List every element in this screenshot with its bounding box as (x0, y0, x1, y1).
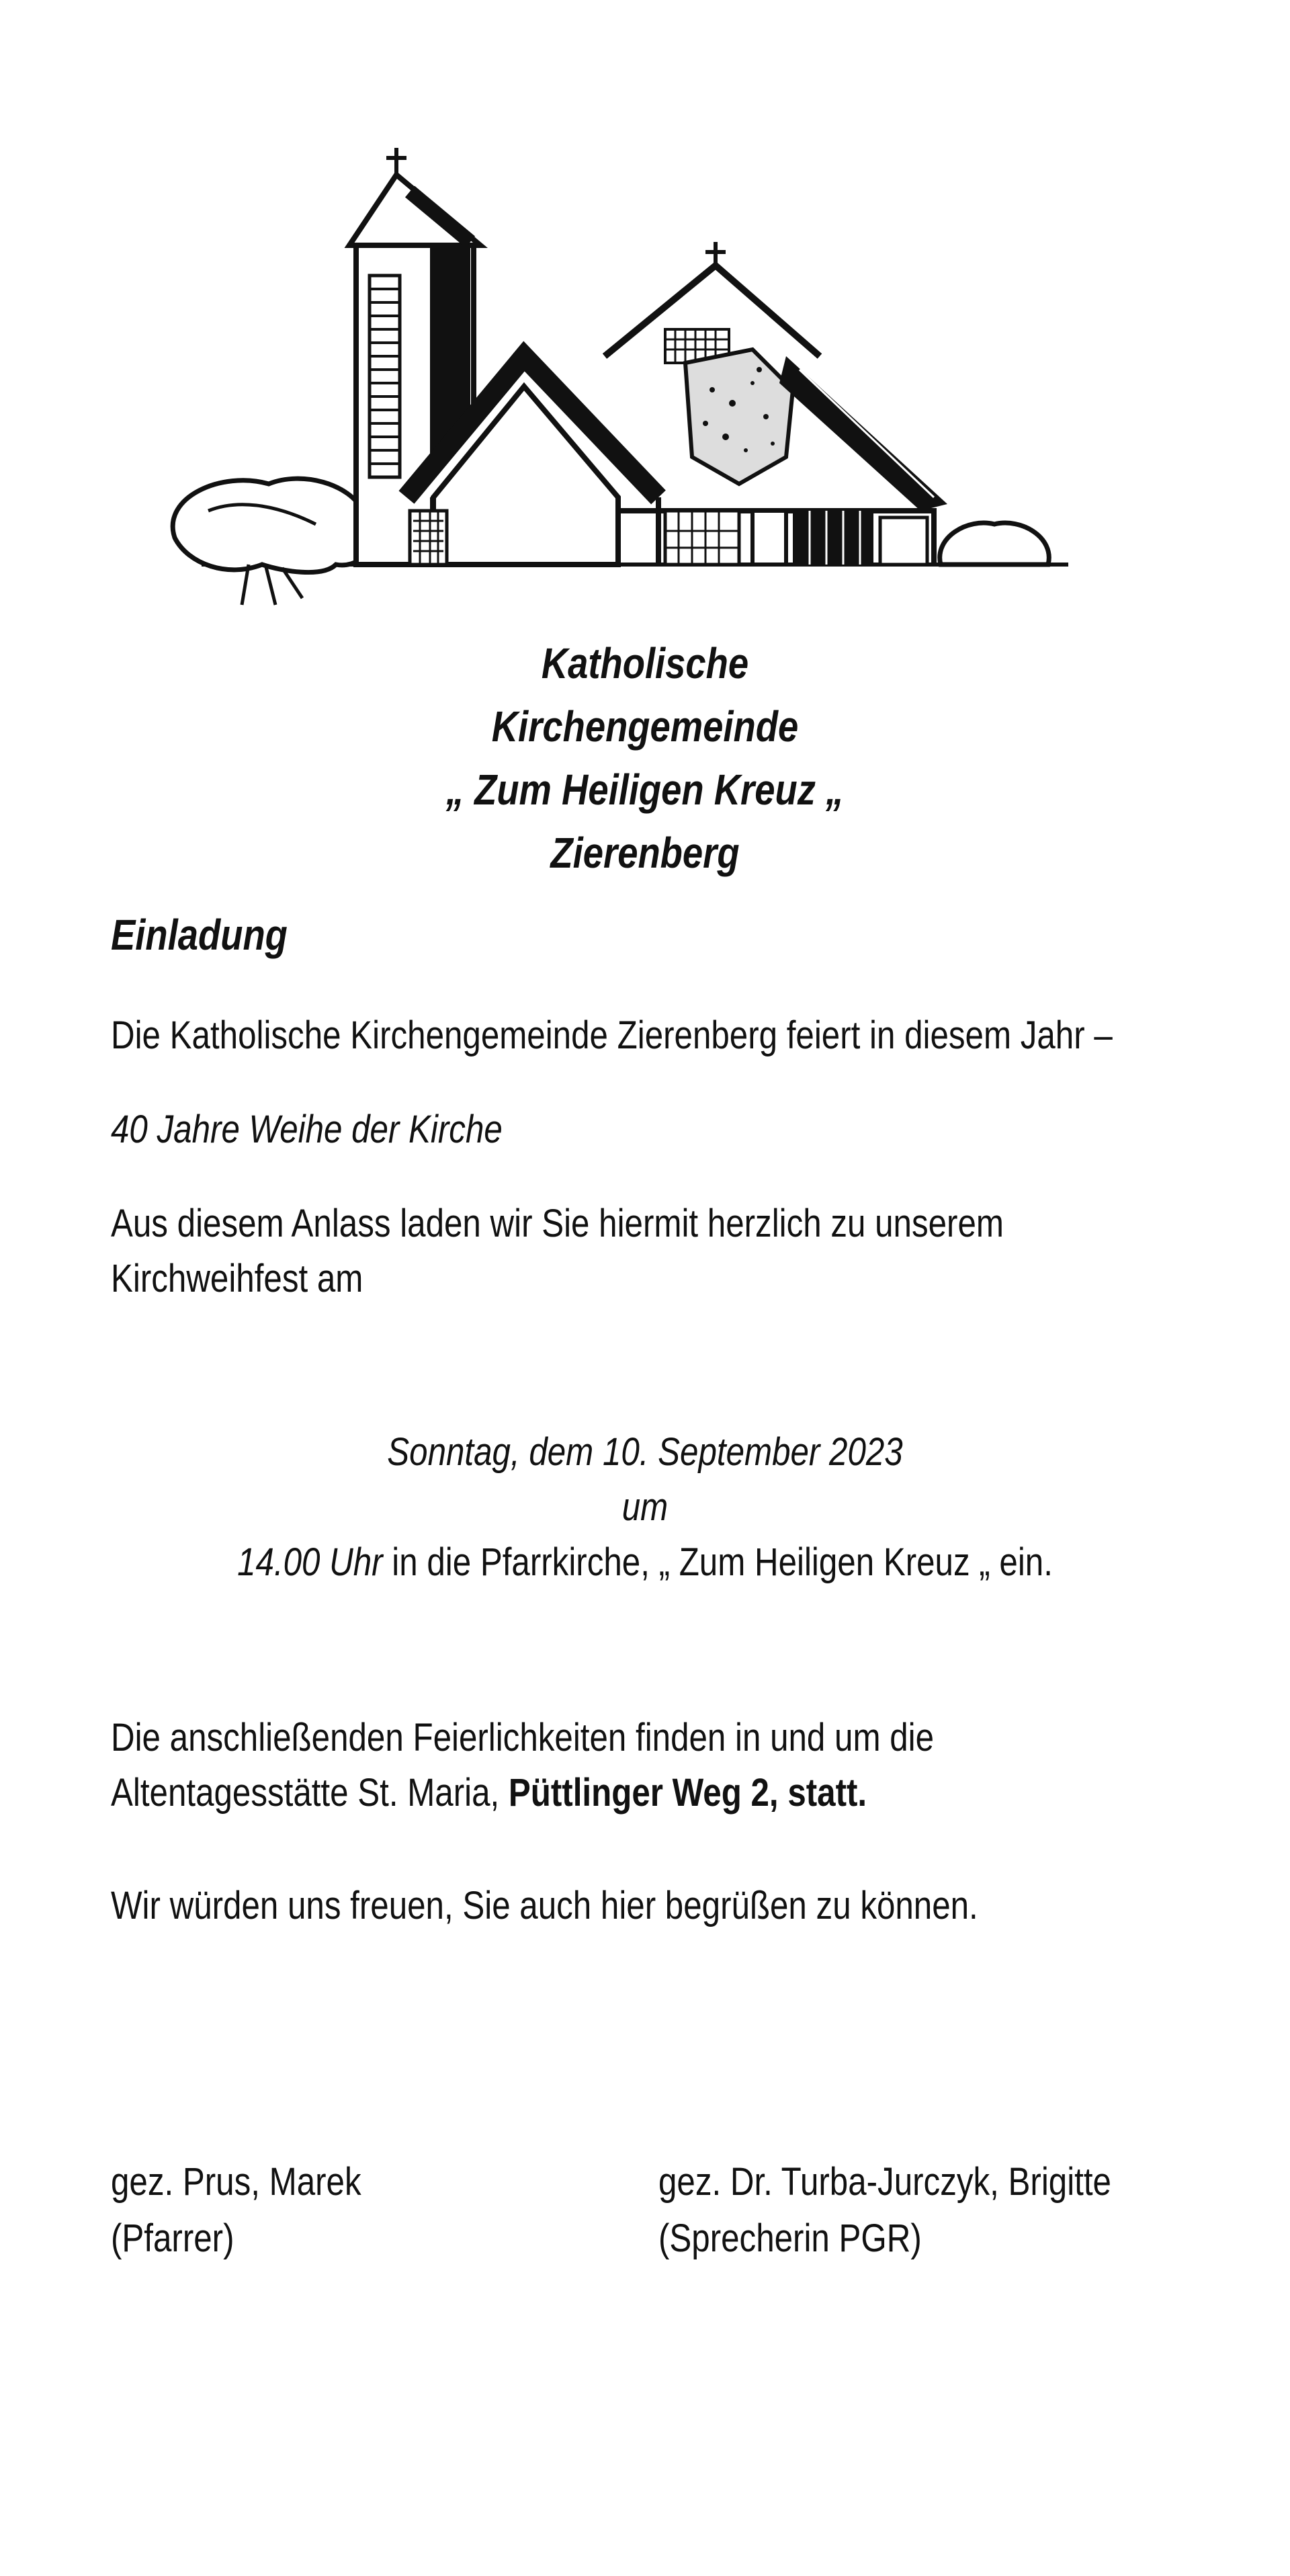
paragraph-invite (111, 1196, 1004, 1306)
signature-right (658, 2154, 1111, 2267)
event-um: um (621, 1485, 669, 1529)
signature-right-name: gez. Dr. Turba-Jurczyk, Brigitte (658, 2160, 1111, 2204)
event-details (0, 1425, 1290, 1590)
signature-left-role: (Pfarrer) (111, 2216, 234, 2260)
title-line-3: „ Zum Heiligen Kreuz „ (445, 765, 845, 814)
invitation-heading: Einladung (111, 911, 288, 959)
signature-left (111, 2154, 361, 2267)
paragraph-intro: Die Katholische Kirchengemeinde Zierenberg feiert in diesem Jahr – (111, 1013, 1113, 1057)
paragraph-venue (111, 1710, 934, 1821)
venue-address: Püttlinger Weg 2, statt. (508, 1771, 867, 1815)
paragraph-venue-line-2 (111, 1765, 934, 1821)
paragraph-invite-line-1: Aus diesem Anlass laden wir Sie hiermit herzlich zu unserem (111, 1202, 1004, 1245)
title-line-2: Kirchengemeinde (491, 702, 799, 751)
event-location: in die Pfarrkirche, „ Zum Heiligen Kreuz „ ein. (382, 1540, 1053, 1584)
event-time-line (97, 1535, 1193, 1590)
event-date: Sonntag, dem 10. September 2023 (387, 1430, 903, 1474)
anniversary-line: 40 Jahre Weihe der Kirche (111, 1108, 503, 1151)
paragraph-venue-line-1: Die anschließenden Feierlichkeiten finden in und um die (111, 1716, 935, 1759)
paragraph-invite-line-2: Kirchweihfest am (111, 1257, 363, 1300)
church-illustration (148, 134, 1088, 625)
event-time: 14.00 Uhr (237, 1540, 383, 1584)
signature-right-role: (Sprecherin PGR) (658, 2216, 922, 2260)
parish-title (0, 632, 1290, 884)
title-line-1: Katholische (541, 639, 749, 688)
venue-name: Altentagesstätte St. Maria, (111, 1771, 509, 1815)
paragraph-closing: Wir würden uns freuen, Sie auch hier begrüßen zu können. (111, 1884, 978, 1927)
title-line-4: Zierenberg (550, 829, 740, 877)
signature-left-name: gez. Prus, Marek (111, 2160, 361, 2204)
